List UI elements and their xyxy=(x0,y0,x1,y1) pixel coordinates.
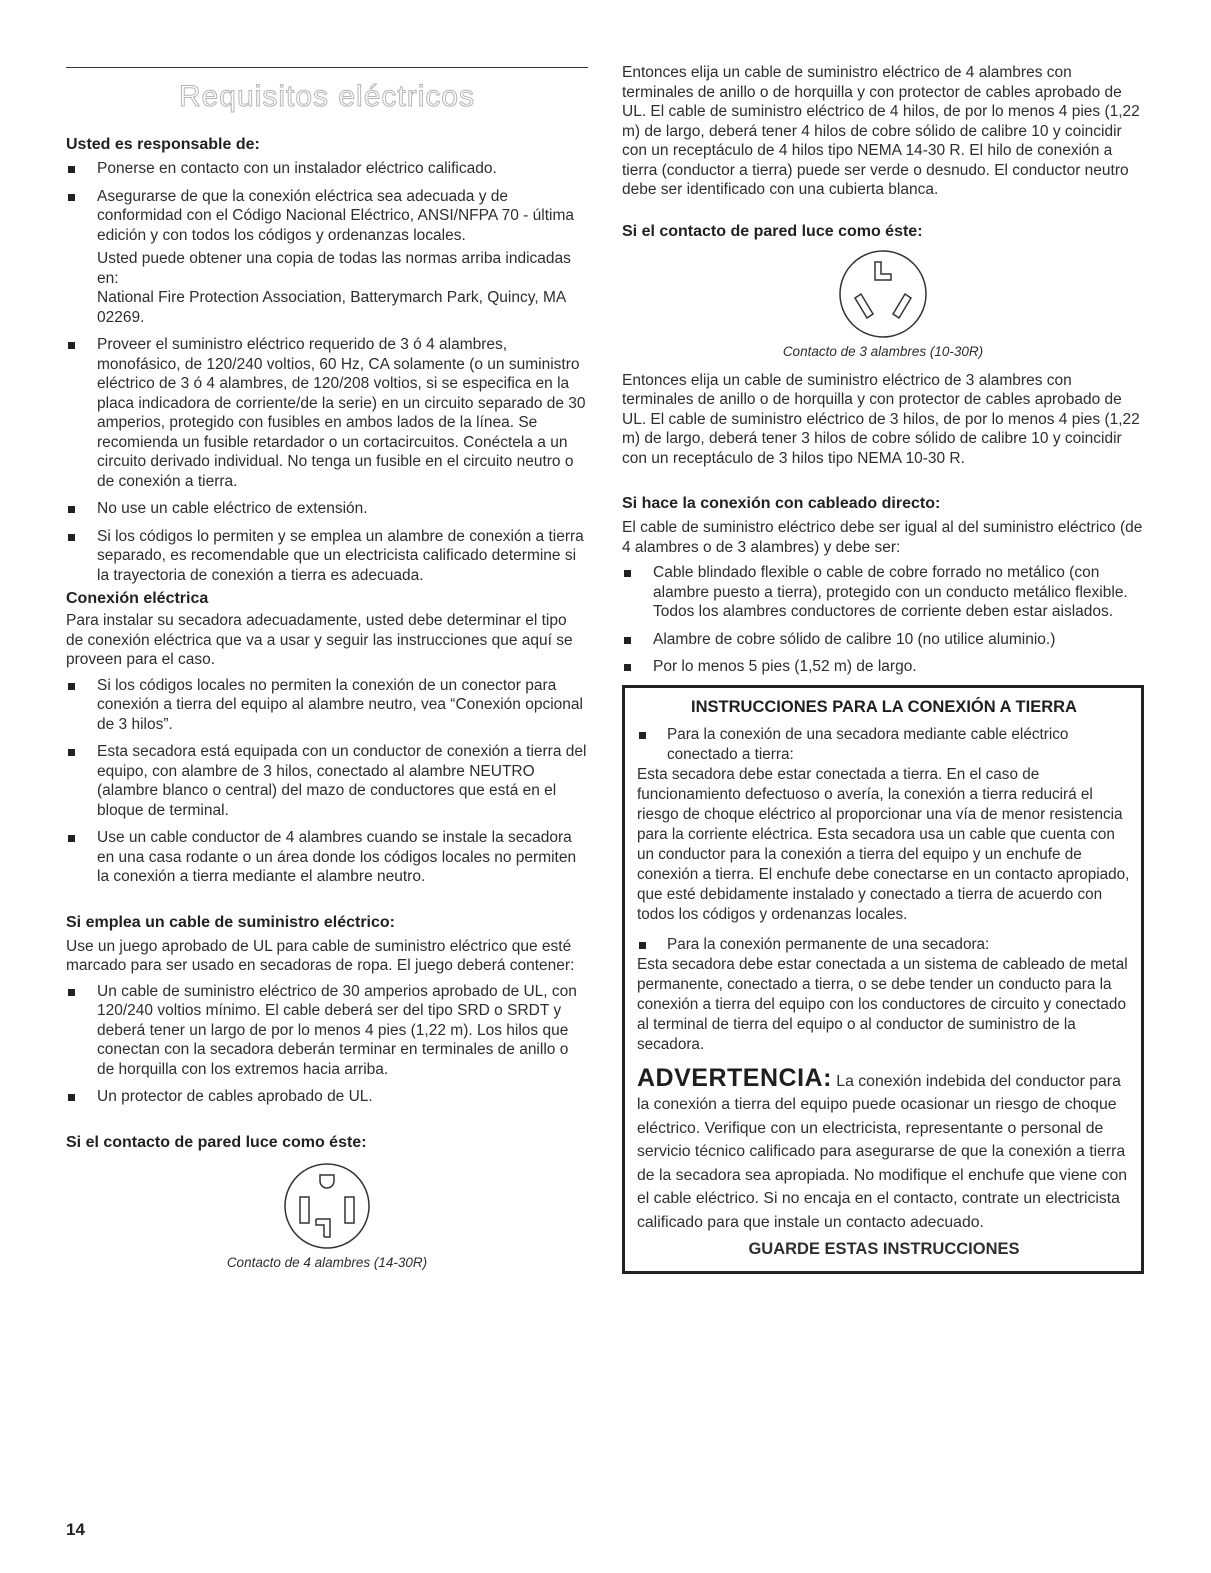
grounding-list-2 xyxy=(637,935,1131,955)
list-item: Use un cable conductor de 4 alambres cuando se instale la secadora en una casa rodante o un área donde los códigos locales no permiten la conexión a tierra mediante el alambre neutro. xyxy=(66,828,588,887)
grounding-list-1 xyxy=(637,725,1131,765)
outlet-3-wire-icon-wrap xyxy=(622,248,1144,340)
list-item: Un protector de cables aprobado de UL. xyxy=(66,1087,588,1107)
direct-wire-heading: Si hace la conexión con cableado directo: xyxy=(622,495,941,512)
right-column xyxy=(622,63,1144,1274)
four-wire-cord-text: Entonces elija un cable de suministro eléctrico de 4 alambres con terminales de anillo o de horquilla y con protector de cables aprobado de UL. El cable de suministro eléctrico de 4 hilos, de por lo menos 4 pies (1,22 m) de largo, deberá tener 4 hilos de cobre sólido de calibre 10 y coincidir con un receptáculo de 4 hilos tipo NEMA 14-30 R. El hilo de conexión a tierra (conductor a tierra) puede ser verde o desnudo. El conductor neutro debe ser identificado con una cubierta blanca. xyxy=(622,64,1140,198)
page-number: 14 xyxy=(66,1520,85,1539)
responsibility-list xyxy=(66,159,588,245)
grounding-instructions-box xyxy=(622,685,1144,1275)
list-item: Si los códigos lo permiten y se emplea un alambre de conexión a tierra separado, es recomendable que un electricista calificado determine si la trayectoria de conexión a tierra es adecuada. xyxy=(66,527,588,586)
grounding-para-1: Esta secadora debe estar conectada a tierra. En el caso de funcionamiento defectuoso o avería, la conexión a tierra reducirá el riesgo de choque eléctrico al proporcionar una vía de menor resistencia para la corriente eléctrica. Esta secadora usa un cable que cuenta con un conductor para la conexión a tierra del equipo y un enchufe de conexión a tierra. El enchufe debe conectarse en un contacto apropiado, que esté debidamente instalado y conectado a tierra de acuerdo con todos los códigos y ordenanzas locales. xyxy=(637,765,1130,923)
list-item: Alambre de cobre sólido de calibre 10 (no utilice aluminio.) xyxy=(622,630,1144,650)
list-item: Para la conexión permanente de una secadora: xyxy=(637,935,1131,955)
page-title: Requisitos eléctricos xyxy=(178,80,476,113)
responsibility-heading: Usted es responsable de: xyxy=(66,136,260,153)
grounding-heading: INSTRUCCIONES PARA LA CONEXIÓN A TIERRA xyxy=(691,697,1077,716)
save-instructions: GUARDE ESTAS INSTRUCCIONES xyxy=(748,1240,1020,1258)
power-cord-heading: Si emplea un cable de suministro eléctrico: xyxy=(66,913,395,931)
direct-wire-intro: El cable de suministro eléctrico debe ser igual al del suministro eléctrico (de 4 alambres o de 3 alambres) y debe ser: xyxy=(622,519,1143,556)
responsibility-list-2 xyxy=(66,335,588,585)
list-item: Ponerse en contacto con un instalador eléctrico calificado. xyxy=(66,159,588,179)
list-item: Para la conexión de una secadora mediante cable eléctrico conectado a tierra: xyxy=(637,725,1131,765)
list-item: Por lo menos 5 pies (1,52 m) de largo. xyxy=(622,657,1144,677)
connection-list xyxy=(66,676,588,887)
title-rule xyxy=(66,67,588,68)
list-item: Un cable de suministro eléctrico de 30 amperios aprobado de UL, con 120/240 voltios mínimo. El cable deberá ser del tipo SRD o SRDT y deberá tener un largo de por lo menos 4 pies (1,22 m). Los hilos que conectan con la secadora deberán terminar en terminales de anillo o de horquilla con los extremos hacia arriba. xyxy=(66,982,588,1080)
warning-text: La conexión indebida del conductor para la conexión a tierra del equipo puede ocasionar un riesgo de choque eléctrico. Verifique con un electricista, representante o personal de servicio técnico calificado para asegurarse de que la conexión a tierra de la secadora sea apropiada. No modifique el enchufe que viene con el cable eléctrico. Si no encaja en el contacto, contrate un electricista calificado para que instale un contacto adecuado. xyxy=(637,1072,1128,1231)
outlet-4-wire-caption: Contacto de 4 alambres (14-30R) xyxy=(226,1254,428,1270)
list-item: Esta secadora está equipada con un conductor de conexión a tierra del equipo, con alambre de 3 hilos, conectado al alambre NEUTRO (alambre blanco o central) del mazo de conductores que está en el bloque de terminal. xyxy=(66,742,588,820)
list-item: Si los códigos locales no permiten la conexión de un conector para conexión a tierra del equipo al alambre neutro, vea “Conexión opcional de 3 hilos”. xyxy=(66,676,588,735)
warning-block xyxy=(637,1063,1131,1235)
warning-label: ADVERTENCIA: xyxy=(637,1063,832,1092)
outlet-4-wire-icon-wrap xyxy=(66,1161,588,1251)
direct-wire-list xyxy=(622,563,1144,677)
power-cord-intro: Use un juego aprobado de UL para cable de suministro eléctrico que esté marcado para ser usado en secadoras de ropa. El juego deberá contener: xyxy=(66,937,575,974)
electrical-connection-intro: Para instalar su secadora adecuadamente, usted debe determinar el tipo de conexión eléctrica que va a usar y seguir las instrucciones que aquí se proveen para el caso. xyxy=(66,612,573,668)
wall-outlet-heading-3wire: Si el contacto de pared luce como éste: xyxy=(622,222,923,240)
list-item: Asegurarse de que la conexión eléctrica sea adecuada y de conformidad con el Código Nacional Eléctrico, ANSI/NFPA 70 - última edición y con todos los códigos y ordenanzas locales. xyxy=(66,187,588,246)
grounding-para-2: Esta secadora debe estar conectada a un sistema de cableado de metal permanente, conectado a tierra, o se debe tender un conducto para la conexión a tierra del equipo con los conductores de circuito y conectado al terminal de tierra del equipo o al conductor de suministro de la secadora. xyxy=(637,955,1128,1053)
list-item: No use un cable eléctrico de extensión. xyxy=(66,499,588,519)
three-wire-cord-text: Entonces elija un cable de suministro eléctrico de 3 alambres con terminales de anillo o de horquilla y con protector de cables aprobado de UL. El cable de suministro eléctrico de 3 hilos, de por lo menos 4 pies (1,22 m) de largo, deberá tener 3 hilos de cobre sólido de calibre 10 y coincidir con un receptáculo de 3 hilos tipo NEMA 10-30 R. xyxy=(622,371,1140,467)
outlet-3-wire-caption: Contacto de 3 alambres (10-30R) xyxy=(782,343,984,359)
standards-address: National Fire Protection Association, Batterymarch Park, Quincy, MA 02269. xyxy=(97,289,566,326)
power-cord-list xyxy=(66,982,588,1107)
outlet-3-wire-icon xyxy=(837,248,929,340)
list-item: Cable blindado flexible o cable de cobre forrado no metálico (con alambre puesto a tierra), protegido con un conducto metálico flexible. Todos los alambres conductores de corriente deben estar aislados. xyxy=(622,563,1144,622)
wall-outlet-heading-4wire: Si el contacto de pared luce como éste: xyxy=(66,1133,367,1151)
outlet-4-wire-icon xyxy=(282,1161,372,1251)
electrical-connection-heading: Conexión eléctrica xyxy=(66,590,209,607)
left-column xyxy=(66,135,588,1286)
standards-note: Usted puede obtener una copia de todas las normas arriba indicadas en: xyxy=(97,250,571,287)
list-item: Proveer el suministro eléctrico requerido de 3 ó 4 alambres, monofásico, de 120/240 voltios, 60 Hz, CA solamente (o un suministro eléctrico de 3 ó 4 alambres, de 120/208 voltios, si se especifica en la placa indicadora de corriente/de la serie) en un circuito separado de 30 amperios, protegido con fusibles en ambos lados de la línea. Se recomienda un fusible retardador o un cortacircuitos. Conéctela a un circuito derivado individual. No tenga un fusible en el circuito neutro o de conexión a tierra. xyxy=(66,335,588,491)
